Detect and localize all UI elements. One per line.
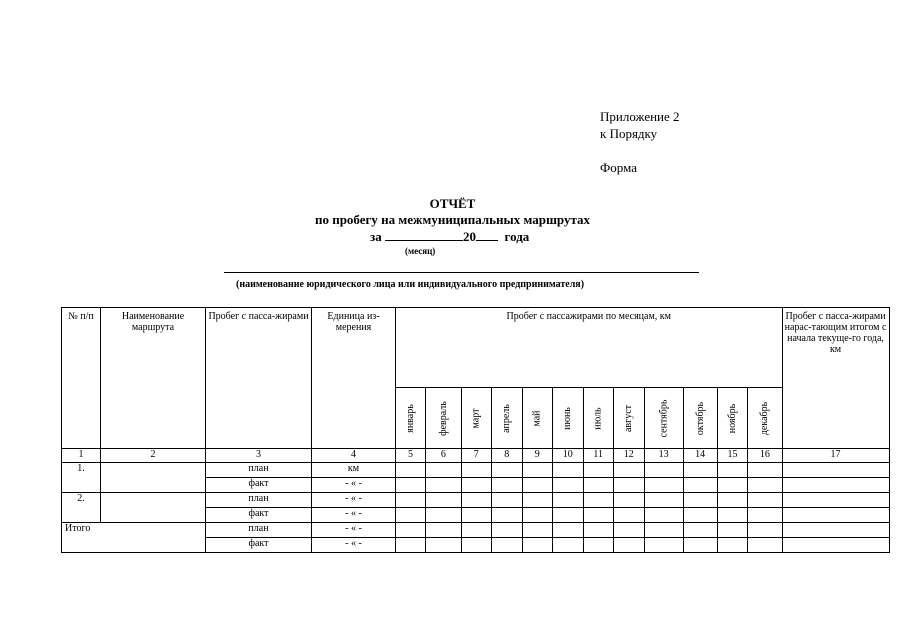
value-cell xyxy=(396,478,426,493)
row-number: 2. xyxy=(62,493,101,523)
month-header xyxy=(583,388,613,449)
month-label: май xyxy=(531,409,543,427)
value-cell xyxy=(748,493,782,508)
value-cell xyxy=(426,478,462,493)
header-monthly: Пробег с пассажирами по месяцам, км xyxy=(396,308,783,388)
value-cell xyxy=(613,523,644,538)
value-cell xyxy=(396,508,426,523)
month-label: январь xyxy=(404,403,416,433)
column-number: 11 xyxy=(583,449,613,463)
month-label: сентябрь xyxy=(658,399,670,437)
value-cell xyxy=(683,508,717,523)
unit-cell: - « - xyxy=(312,523,396,538)
value-cell xyxy=(522,478,552,493)
value-cell xyxy=(717,463,747,478)
value-cell xyxy=(522,538,552,553)
month-header xyxy=(461,388,491,449)
appendix-reference: к Порядку xyxy=(600,126,658,141)
column-number: 8 xyxy=(491,449,522,463)
value-cell xyxy=(583,538,613,553)
value-cell xyxy=(613,463,644,478)
entity-caption: (наименование юридического лица или индивидуального предпринимателя) xyxy=(236,279,585,290)
value-cell xyxy=(461,463,491,478)
month-label: октябрь xyxy=(694,401,706,435)
value-cell xyxy=(491,538,522,553)
year-blank xyxy=(476,229,498,241)
unit-cell: - « - xyxy=(312,508,396,523)
column-number: 17 xyxy=(782,449,889,463)
value-cell xyxy=(683,493,717,508)
value-cell xyxy=(782,508,889,523)
value-cell xyxy=(426,493,462,508)
plan-fact-label: факт xyxy=(206,508,312,523)
month-label: август xyxy=(623,404,635,432)
header-num: № п/п xyxy=(62,308,101,449)
period-year: 20 xyxy=(462,229,476,244)
value-cell xyxy=(522,493,552,508)
month-header xyxy=(491,388,522,449)
value-cell xyxy=(491,523,522,538)
table-row xyxy=(62,493,890,508)
month-header xyxy=(396,388,426,449)
column-number: 10 xyxy=(552,449,583,463)
header-route: Наименование маршрута xyxy=(101,308,206,449)
value-cell xyxy=(552,508,583,523)
value-cell xyxy=(426,538,462,553)
value-cell xyxy=(461,538,491,553)
unit-cell: - « - xyxy=(312,538,396,553)
header-cumulative: Пробег с пасса-жирами нарас-тающим итогом с начала текуще-го года, км xyxy=(782,308,889,449)
appendix-header xyxy=(600,108,680,142)
value-cell xyxy=(552,463,583,478)
month-label: апрель xyxy=(501,403,513,433)
value-cell xyxy=(522,463,552,478)
column-number: 3 xyxy=(206,449,312,463)
value-cell xyxy=(717,493,747,508)
month-header xyxy=(552,388,583,449)
plan-fact-label: факт xyxy=(206,478,312,493)
value-cell xyxy=(717,508,747,523)
month-header xyxy=(613,388,644,449)
value-cell xyxy=(613,493,644,508)
value-cell xyxy=(522,523,552,538)
plan-fact-label: план xyxy=(206,463,312,478)
column-number: 2 xyxy=(101,449,206,463)
value-cell xyxy=(426,463,462,478)
month-header xyxy=(522,388,552,449)
value-cell xyxy=(583,508,613,523)
value-cell xyxy=(782,493,889,508)
month-header xyxy=(717,388,747,449)
value-cell xyxy=(552,478,583,493)
value-cell xyxy=(522,508,552,523)
value-cell xyxy=(613,478,644,493)
month-header xyxy=(426,388,462,449)
value-cell xyxy=(461,478,491,493)
column-number: 15 xyxy=(717,449,747,463)
report-subtitle: по пробегу на межмуниципальных маршрутах xyxy=(314,212,591,227)
month-blank xyxy=(385,229,463,241)
row-number: Итого xyxy=(62,523,206,553)
value-cell xyxy=(782,463,889,478)
month-caption: (месяц) xyxy=(405,246,436,256)
value-cell xyxy=(552,523,583,538)
value-cell xyxy=(748,538,782,553)
appendix-number: Приложение 2 xyxy=(600,109,680,124)
value-cell xyxy=(583,493,613,508)
month-label: март xyxy=(470,408,482,428)
table-row xyxy=(62,463,890,478)
value-cell xyxy=(683,523,717,538)
value-cell xyxy=(644,463,683,478)
month-label: июнь xyxy=(562,406,574,430)
month-label: декабрь xyxy=(759,401,771,435)
value-cell xyxy=(644,523,683,538)
value-cell xyxy=(644,478,683,493)
value-cell xyxy=(717,478,747,493)
value-cell xyxy=(782,478,889,493)
route-name-cell xyxy=(101,493,206,523)
value-cell xyxy=(491,493,522,508)
month-header xyxy=(683,388,717,449)
column-number: 5 xyxy=(396,449,426,463)
column-number: 6 xyxy=(426,449,462,463)
column-number: 4 xyxy=(312,449,396,463)
month-label: февраль xyxy=(437,400,449,436)
value-cell xyxy=(583,523,613,538)
form-label: Форма xyxy=(600,160,637,175)
value-cell xyxy=(461,508,491,523)
value-cell xyxy=(552,493,583,508)
value-cell xyxy=(748,478,782,493)
value-cell xyxy=(613,538,644,553)
value-cell xyxy=(583,463,613,478)
plan-fact-label: план xyxy=(206,493,312,508)
mileage-table xyxy=(61,307,890,553)
entity-name-line xyxy=(224,272,699,273)
column-number: 16 xyxy=(748,449,782,463)
month-header xyxy=(644,388,683,449)
route-name-cell xyxy=(101,463,206,493)
value-cell xyxy=(717,538,747,553)
unit-cell: км xyxy=(312,463,396,478)
column-number: 7 xyxy=(461,449,491,463)
plan-fact-label: факт xyxy=(206,538,312,553)
value-cell xyxy=(748,508,782,523)
value-cell xyxy=(717,523,747,538)
period-suffix: года xyxy=(504,229,530,244)
column-number: 14 xyxy=(683,449,717,463)
month-label: ноябрь xyxy=(726,403,738,433)
value-cell xyxy=(583,478,613,493)
value-cell xyxy=(426,508,462,523)
report-title: ОТЧЁТ xyxy=(429,196,476,211)
value-cell xyxy=(683,478,717,493)
column-number: 9 xyxy=(522,449,552,463)
report-period xyxy=(370,229,529,245)
value-cell xyxy=(683,538,717,553)
table-row xyxy=(62,523,890,538)
value-cell xyxy=(396,523,426,538)
value-cell xyxy=(491,463,522,478)
value-cell xyxy=(644,538,683,553)
column-number: 1 xyxy=(62,449,101,463)
unit-cell: - « - xyxy=(312,493,396,508)
value-cell xyxy=(782,523,889,538)
month-label: июль xyxy=(592,406,604,430)
value-cell xyxy=(396,463,426,478)
value-cell xyxy=(461,523,491,538)
value-cell xyxy=(644,508,683,523)
value-cell xyxy=(782,538,889,553)
unit-cell: - « - xyxy=(312,478,396,493)
header-mileage: Пробег с пасса-жирами xyxy=(206,308,312,449)
value-cell xyxy=(396,538,426,553)
value-cell xyxy=(491,478,522,493)
value-cell xyxy=(491,508,522,523)
column-number: 12 xyxy=(613,449,644,463)
value-cell xyxy=(644,493,683,508)
value-cell xyxy=(683,463,717,478)
column-number: 13 xyxy=(644,449,683,463)
value-cell xyxy=(748,523,782,538)
value-cell xyxy=(552,538,583,553)
value-cell xyxy=(426,523,462,538)
value-cell xyxy=(396,493,426,508)
month-header xyxy=(748,388,782,449)
value-cell xyxy=(748,463,782,478)
plan-fact-label: план xyxy=(206,523,312,538)
row-number: 1. xyxy=(62,463,101,493)
value-cell xyxy=(613,508,644,523)
period-prefix: за xyxy=(370,229,382,244)
header-unit: Единица из-мерения xyxy=(312,308,396,449)
value-cell xyxy=(461,493,491,508)
